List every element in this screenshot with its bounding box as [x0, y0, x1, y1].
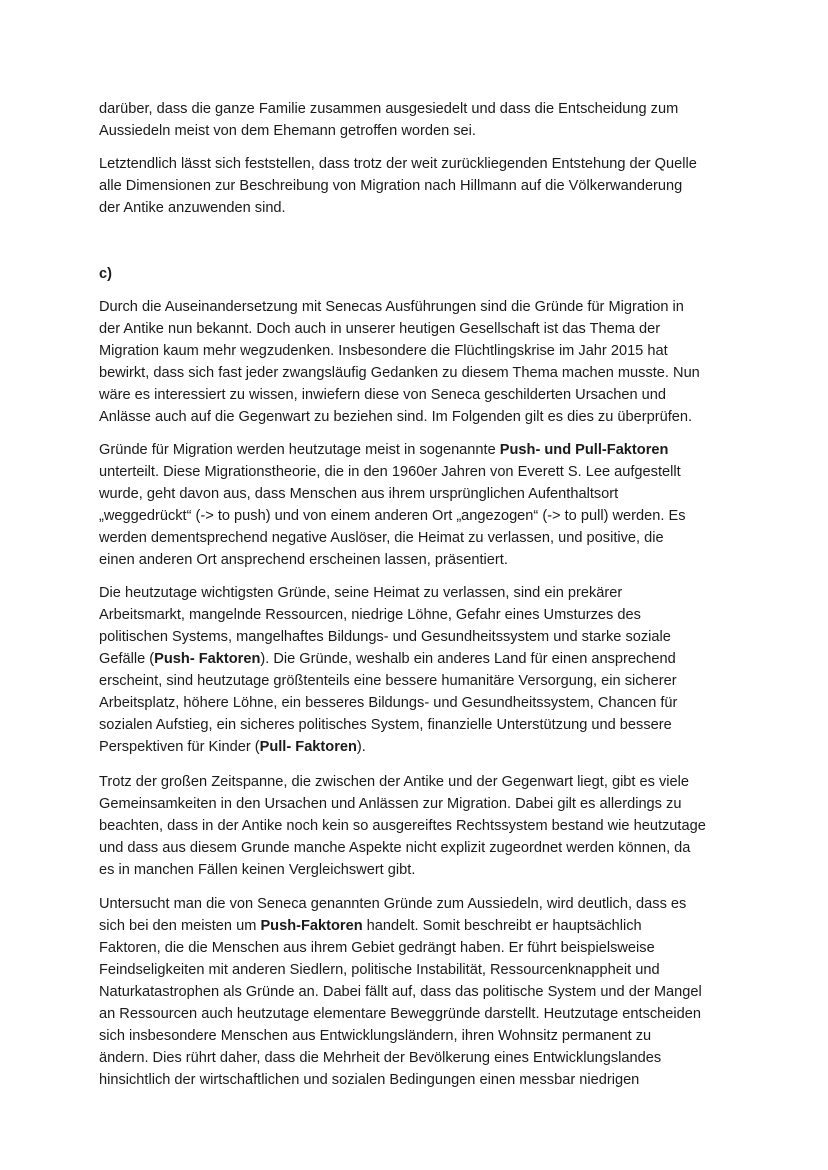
text-line: wäre es interessiert zu wissen, inwiefern diese von Seneca geschilderten Ursachen und [99, 387, 667, 403]
paragraph [99, 439, 739, 571]
bold-term: Push- Faktoren [154, 651, 261, 667]
text-line: darüber, dass die ganze Familie zusammen ausgesiedelt und dass die Entscheidung zum [99, 101, 679, 117]
text-line: Arbeitsmarkt, mangelnde Ressourcen, niedrige Löhne, Gefahr eines Umsturzes des [99, 607, 641, 623]
text-line: beachten, dass in der Antike noch kein so ausgereiftes Rechtssystem bestand wie heutzutage [99, 818, 706, 834]
text-line: unterteilt. Diese Migrationstheorie, die in den 1960er Jahren von Everett S. Lee aufgestellt [99, 464, 681, 480]
text-segment: ). Die Gründe, weshalb ein anderes Land für einen ansprechend [260, 651, 676, 667]
text-segment: handelt. Somit beschreibt er hauptsächlich [362, 918, 642, 934]
text-segment: Gründe für Migration werden heutzutage meist in sogenannte [99, 442, 500, 458]
text-line: Faktoren, die die Menschen aus ihrem Gebiet gedrängt haben. Er führt beispielsweise [99, 940, 655, 956]
section-label: c) [99, 266, 112, 282]
text-line: einen anderen Ort ansprechend erscheinen lassen, präsentiert. [99, 552, 508, 568]
text-line: politischen Systems, mangelhaftes Bildungs- und Gesundheitssystem und starke soziale [99, 629, 671, 645]
bold-term: Push- und Pull-Faktoren [499, 442, 669, 458]
text-line: der Antike anzuwenden sind. [99, 200, 286, 216]
text-line: es in manchen Fällen keinen Vergleichswert gibt. [99, 862, 416, 878]
text-line: alle Dimensionen zur Beschreibung von Migration nach Hillmann auf die Völkerwanderung [99, 178, 683, 194]
text-line: sich insbesondere Menschen aus Entwicklungsländern, ihren Wohnsitz permanent zu [99, 1028, 652, 1044]
text-line: Aussiedeln meist von dem Ehemann getroffen worden sei. [99, 123, 476, 139]
text-line: Migration kaum mehr wegzudenken. Insbesondere die Flüchtlingskrise im Jahr 2015 hat [99, 343, 668, 359]
text-line: „weggedrückt“ (-> to push) und von einem anderen Ort „angezogen“ (-> to pull) werden. Es [99, 508, 686, 524]
text-line: ändern. Dies rührt daher, dass die Mehrheit der Bevölkerung eines Entwicklungslandes [99, 1050, 662, 1066]
text-line: an Ressourcen auch heutzutage elementare Beweggründe darstellt. Heutzutage entscheiden [99, 1006, 701, 1022]
text-line: bewirkt, dass sich fast jeder zwangsläufig Gedanken zu diesem Thema machen musste. Nun [99, 365, 700, 381]
text-line: der Antike nun bekannt. Doch auch in unserer heutigen Gesellschaft ist das Thema der [99, 321, 661, 337]
text-line: und dass aus diesem Grunde manche Aspekte nicht explizit zugeordnet werden können, da [99, 840, 691, 856]
text-line: Durch die Auseinandersetzung mit Senecas Ausführungen sind die Gründe für Migration in [99, 299, 684, 315]
text-line: Anlässe auch auf die Gegenwart zu beziehen sind. Im Folgenden gilt es dies zu überprüfen. [99, 409, 693, 425]
paragraph [99, 153, 739, 219]
text-line: wurde, geht davon aus, dass Menschen aus ihrem ursprünglichen Aufenthaltsort [99, 486, 619, 502]
paragraph [99, 296, 739, 428]
text-line: erscheint, sind heutzutage größtenteils eine bessere humanitäre Versorgung, ein sicherer [99, 673, 677, 689]
text-line: werden dementsprechend negative Auslöser, die Heimat zu verlassen, und positive, die [99, 530, 664, 546]
text-line [99, 915, 739, 937]
text-segment: Perspektiven für Kinder ( [99, 739, 260, 755]
bold-term: Push-Faktoren [260, 918, 363, 934]
text-line: Trotz der großen Zeitspanne, die zwischen der Antike und der Gegenwart liegt, gibt es viele [99, 774, 690, 790]
paragraph [99, 893, 739, 1091]
text-segment: Gefälle ( [99, 651, 155, 667]
text-line: Feindseligkeiten mit anderen Siedlern, politische Instabilität, Ressourcenknappheit und [99, 962, 660, 978]
text-line: Letztendlich lässt sich feststellen, dass trotz der weit zurückliegenden Entstehung der Quelle [99, 156, 697, 172]
text-line: Untersucht man die von Seneca genannten Gründe zum Aussiedeln, wird deutlich, dass es [99, 896, 687, 912]
paragraph [99, 582, 739, 758]
text-line [99, 648, 739, 670]
text-line [99, 439, 739, 461]
text-line: Naturkatastrophen als Gründe an. Dabei fällt auf, dass das politische System und der Mangel [99, 984, 702, 1000]
bold-term: Pull- Faktoren [259, 739, 357, 755]
paragraph [99, 98, 739, 142]
paragraph [99, 771, 739, 881]
text-line: sozialen Aufstieg, ein sicheres politisches System, finanzielle Unterstützung und bessere [99, 717, 672, 733]
text-segment: ). [356, 739, 366, 755]
text-line: Gemeinsamkeiten in den Ursachen und Anlässen zur Migration. Dabei gilt es allerdings zu [99, 796, 682, 812]
text-line: Die heutzutage wichtigsten Gründe, seine Heimat zu verlassen, sind ein prekärer [99, 585, 623, 601]
text-line [99, 736, 739, 758]
text-line: Arbeitsplatz, höhere Löhne, ein besseres Bildungs- und Gesundheitssystem, Chancen für [99, 695, 678, 711]
text-line: hinsichtlich der wirtschaftlichen und sozialen Bedingungen einen messbar niedrigen [99, 1072, 640, 1088]
text-segment: sich bei den meisten um [99, 918, 261, 934]
section-heading [99, 263, 739, 285]
